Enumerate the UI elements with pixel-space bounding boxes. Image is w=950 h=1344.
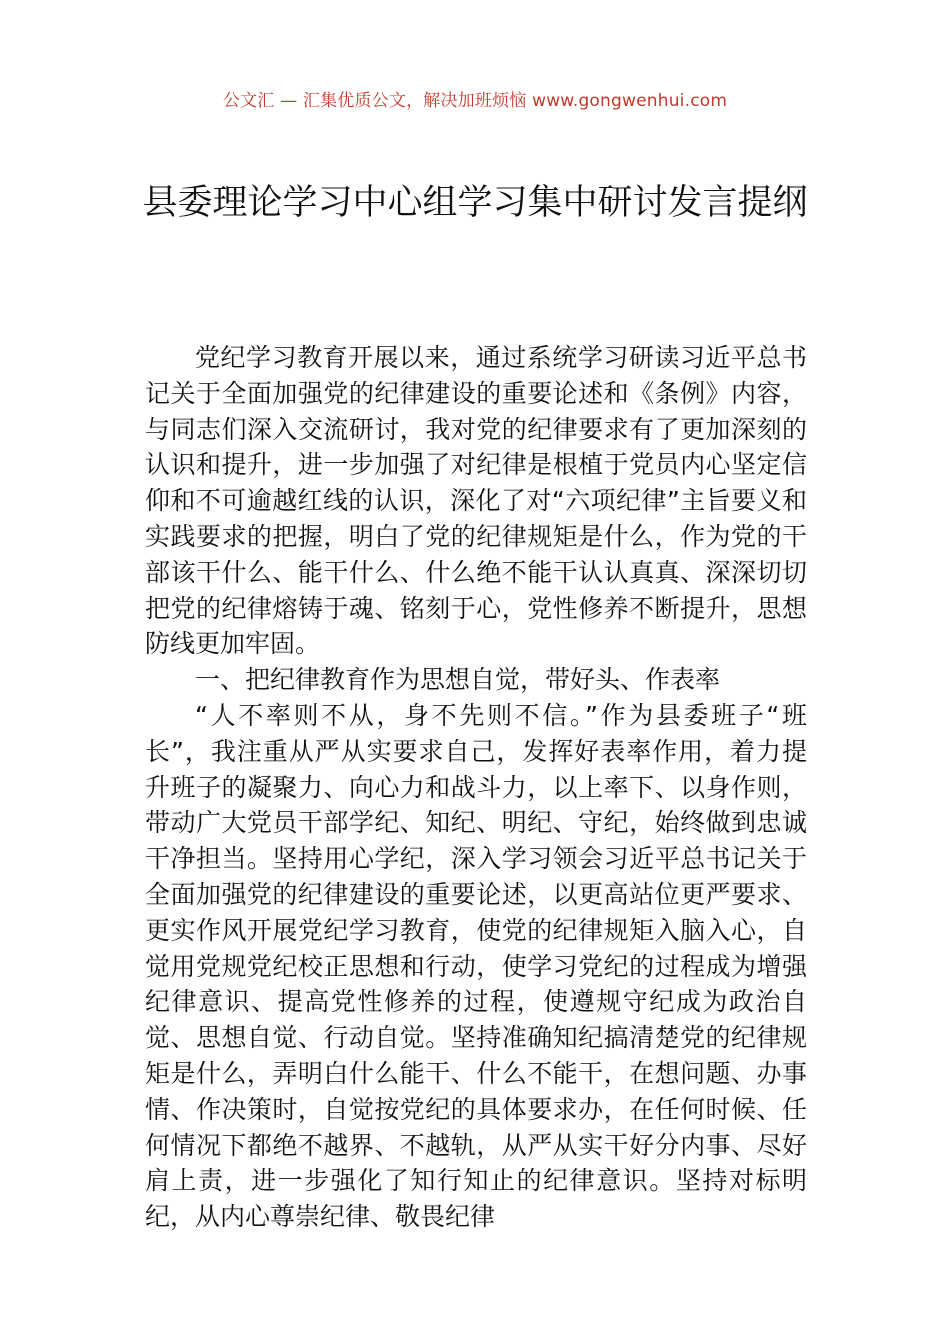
section-heading-1: 一、把纪律教育作为思想自觉，带好头、作表率 xyxy=(195,665,721,695)
paragraph-intro: 党纪学习教育开展以来，通过系统学习研读习近平总书记关于全面加强党的纪律建设的重要论述和《条例》内容，与同志们深入交流研讨，我对党的纪律要求有了更加深刻的认识和提升，进一步加强了对纪律是根植于党员内心坚定信仰和不可逾越红线的认识，深化了对“六项纪律”主旨要义和实践要求的把握，明白了党的纪律规矩是什么，作为党的干部该干什么、能干什么、什么绝不能干认认真真、深深切切把党的纪律熔铸于魂、铭刻于心，党性修养不断提升，思想防线更加牢固。 xyxy=(145,343,807,659)
site-banner: 公文汇 — 汇集优质公文，解决加班烦恼 www.gongwenhui.com xyxy=(222,91,728,111)
paragraph-section-1: “人不率则不从，身不先则不信。”作为县委班子“班长”，我注重从严从实要求自己，发挥好表率作用，着力提升班子的凝聚力、向心力和战斗力，以上率下、以身作则，带动广大党员干部学纪、知纪、明纪、守纪，始终做到忠诚干净担当。坚持用心学纪，深入学习领会习近平总书记关于全面加强党的纪律建设的重要论述，以更高站位更严要求、更实作风开展党纪学习教育，使党的纪律规矩入脑入心，自觉用党规党纪校正思想和行动，使学习党纪的过程成为增强纪律意识、提高党性修养的过程，使遵规守纪成为政治自觉、思想自觉、行动自觉。坚持准确知纪搞清楚党的纪律规矩是什么，弄明白什么能干、什么不能干，在想问题、办事情、作决策时，自觉按党纪的具体要求办，在任何时候、任何情况下都绝不越界、不越轨，从严从实干好分内事、尽好肩上责，进一步强化了知行知止的纪律意识。坚持对标明纪，从内心尊崇纪律、敬畏纪律 xyxy=(145,700,807,1232)
document-title: 县委理论学习中心组学习集中研讨发言提纲 xyxy=(142,183,808,223)
document-body xyxy=(145,340,807,1235)
